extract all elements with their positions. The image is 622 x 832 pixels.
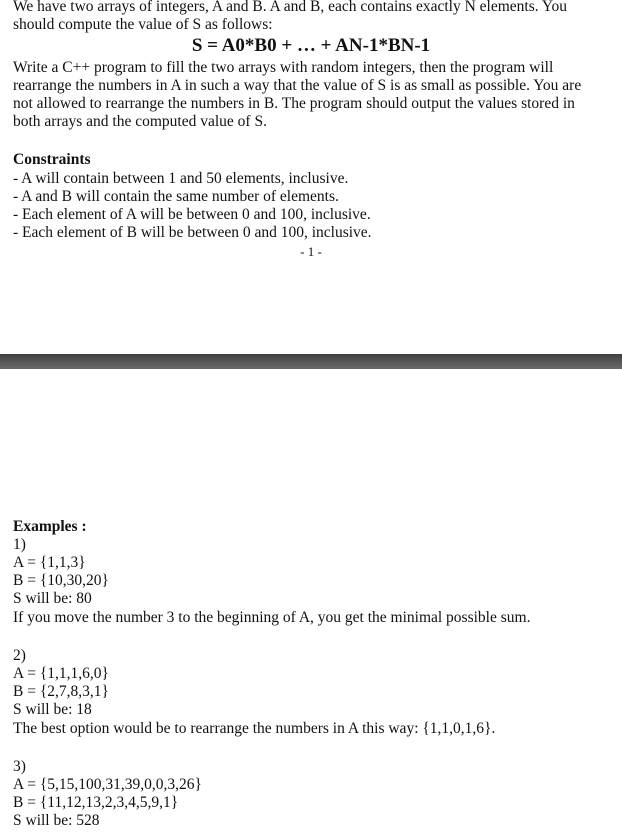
- example-array-a: A = {1,1,1,6,0}: [13, 665, 109, 682]
- sum-formula: S = A0*B0 + … + AN-1*BN-1: [191, 35, 431, 56]
- task-line-2: rearrange the numbers in A in such a way that the value of S is as small as possible. You are: [13, 77, 582, 94]
- example-number: 1): [13, 536, 26, 553]
- example-result: S will be: 18: [13, 701, 92, 718]
- task-line-4: both arrays and the computed value of S.: [13, 113, 267, 130]
- task-line-1: Write a C++ program to fill the two arrays with random integers, then the program will: [13, 59, 554, 76]
- constraint-item: - Each element of B will be between 0 and 100, inclusive.: [13, 224, 372, 241]
- example-number: 2): [13, 647, 26, 664]
- constraint-item: - A and B will contain the same number of elements.: [13, 188, 339, 205]
- task-line-3: not allowed to rearrange the numbers in B. The program should output the values stored in: [13, 95, 575, 112]
- example-note: If you move the number 3 to the beginning of A, you get the minimal possible sum.: [13, 609, 531, 626]
- constraint-item: - A will contain between 1 and 50 elements, inclusive.: [13, 170, 349, 187]
- example-result: S will be: 80: [13, 590, 92, 607]
- constraints-heading: Constraints: [13, 151, 91, 168]
- example-note: The best option would be to rearrange the numbers in A this way: {1,1,0,1,6}.: [13, 720, 496, 737]
- example-result: S will be: 528: [13, 812, 100, 829]
- example-array-b: B = {11,12,13,2,3,4,5,9,1}: [13, 794, 179, 811]
- example-array-a: A = {1,1,3}: [13, 554, 86, 571]
- document-page-2: [0, 369, 622, 832]
- example-number: 3): [13, 758, 26, 775]
- document-page-1: [0, 0, 622, 354]
- examples-heading: Examples :: [13, 518, 87, 535]
- example-array-b: B = {2,7,8,3,1}: [13, 683, 109, 700]
- page-separator: [0, 354, 622, 369]
- intro-line-2: should compute the value of S as follows:: [13, 16, 273, 33]
- page-number: - 1 -: [300, 244, 322, 259]
- intro-line-1: We have two arrays of integers, A and B. A and B, each contains exactly N elements. You: [13, 0, 568, 15]
- constraint-item: - Each element of A will be between 0 and 100, inclusive.: [13, 206, 371, 223]
- example-array-a: A = {5,15,100,31,39,0,0,3,26}: [13, 776, 202, 793]
- example-array-b: B = {10,30,20}: [13, 572, 109, 589]
